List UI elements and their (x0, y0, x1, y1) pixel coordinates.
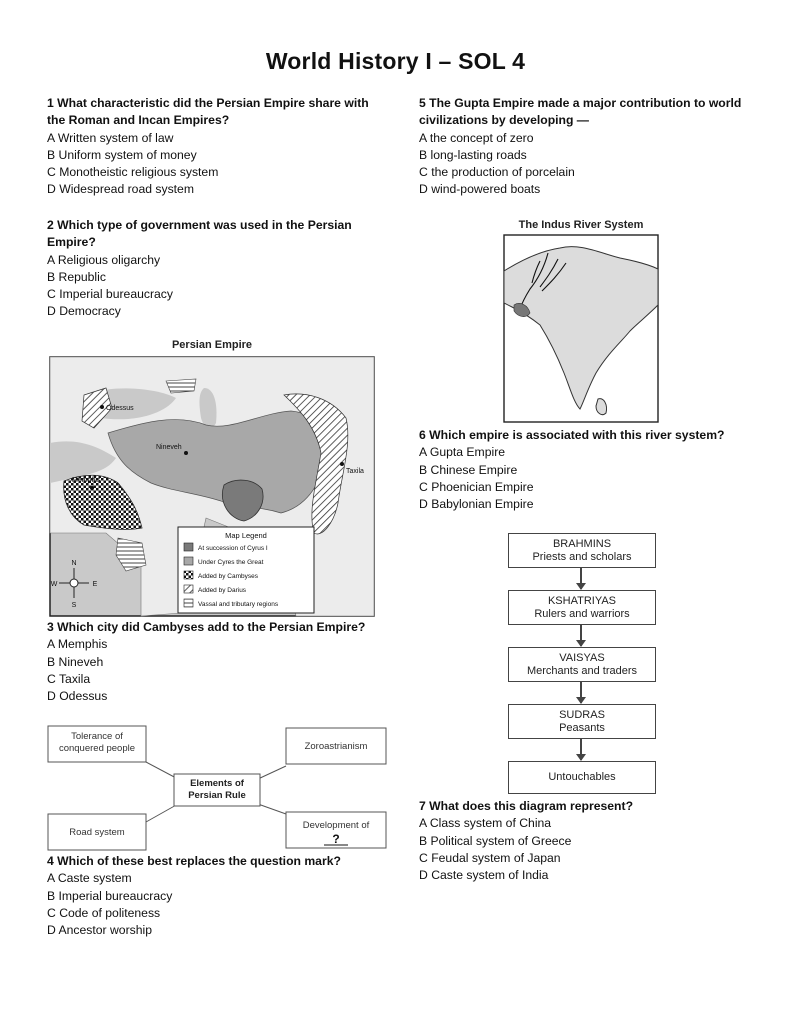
persian-empire-map (46, 333, 378, 619)
question-5-stem: 5 The Gupta Empire made a major contribution to world civilizations by developing — (419, 96, 742, 128)
question-2 (47, 217, 377, 321)
caste-role-kshatriyas: Rulers and warriors (534, 607, 630, 620)
caste-box-brahmins (508, 533, 656, 568)
q3-option-d: D Odessus (47, 689, 108, 704)
vassal-north (166, 379, 196, 393)
page-title: World History I – SOL 4 (265, 48, 526, 74)
q1-option-d: D Widespread road system (47, 182, 194, 197)
caste-name-untouchables: Untouchables (548, 771, 616, 783)
question-2-stem: 2 Which type of government was used in the Persian Empire? (47, 218, 352, 250)
caste-box-vaisyas (508, 647, 656, 682)
indus-river-map (500, 213, 662, 425)
q3-option-b: B Nineveh (47, 654, 104, 669)
q7-option-a: A Class system of China (419, 816, 552, 831)
q2-option-b: B Republic (47, 269, 106, 284)
compass-w: W (50, 581, 58, 588)
caste-box-untouchables (508, 761, 656, 794)
compass-e: E (92, 581, 98, 588)
compass-n: N (71, 560, 77, 567)
box-zoroastrianism-label: Zoroastrianism (304, 741, 368, 752)
question-3 (47, 619, 377, 705)
question-7 (419, 798, 749, 884)
box-development-question-mark: ? (332, 832, 340, 846)
caste-arrow-3 (580, 682, 582, 703)
city-memphis-dot (90, 486, 94, 490)
caste-arrow-4 (580, 739, 582, 760)
question-5 (419, 95, 749, 199)
box-center-label: Elements of Persian Rule (188, 778, 246, 801)
q2-option-a: A Religious oligarchy (47, 252, 161, 267)
q4-option-b: B Imperial bureaucracy (47, 888, 173, 903)
question-6 (419, 427, 749, 513)
question-6-stem: 6 Which empire is associated with this river system? (419, 428, 725, 442)
caste-role-sudras: Peasants (559, 721, 605, 734)
q6-option-d: D Babylonian Empire (419, 497, 534, 512)
indus-map-title: The Indus River System (518, 219, 644, 231)
city-taxila-label: Taxila (346, 468, 364, 475)
legend-swatch-lines (184, 599, 193, 607)
caste-arrow-2 (580, 625, 582, 646)
map-legend (178, 527, 314, 613)
q6-option-c: C Phoenician Empire (419, 479, 534, 494)
q5-option-a: A the concept of zero (419, 130, 534, 145)
legend-label-5: Vassal and tributary regions (198, 601, 279, 608)
legend-swatch-dark (184, 543, 193, 551)
caste-box-kshatriyas (508, 590, 656, 625)
legend-swatch-checker (184, 571, 193, 579)
q6-option-a: A Gupta Empire (419, 445, 506, 460)
city-nineveh-dot (184, 451, 188, 455)
q4-option-c: C Code of politeness (47, 905, 161, 920)
q7-option-c: C Feudal system of Japan (419, 850, 561, 865)
q3-option-c: C Taxila (47, 671, 91, 686)
q1-option-c: C Monotheistic religious system (47, 165, 219, 180)
question-4-stem: 4 Which of these best replaces the question mark? (47, 854, 341, 868)
question-7-stem: 7 What does this diagram represent? (419, 799, 634, 813)
persian-map-title: Persian Empire (171, 339, 253, 351)
caste-arrow-1 (580, 568, 582, 589)
q4-option-a: A Caste system (47, 871, 132, 886)
q6-option-b: B Chinese Empire (419, 462, 518, 477)
caste-role-brahmins: Priests and scholars (532, 550, 632, 563)
legend-label-3: Added by Cambyses (198, 573, 258, 580)
box-development-label: Development of (302, 820, 370, 831)
q7-option-d: D Caste system of India (419, 868, 549, 883)
q7-option-b: B Political system of Greece (419, 833, 572, 848)
caste-name-sudras: SUDRAS (559, 708, 605, 721)
city-odessus-dot (100, 405, 104, 409)
box-tolerance-label: Tolerance of conquered people (58, 731, 136, 754)
question-3-stem: 3 Which city did Cambyses add to the Persian Empire? (47, 620, 366, 634)
city-odessus-label: Odessus (106, 405, 134, 412)
legend-swatch-hatch (184, 585, 193, 593)
caste-name-brahmins: BRAHMINS (552, 537, 612, 550)
q2-option-d: D Democracy (47, 304, 121, 319)
q2-option-c: C Imperial bureaucracy (47, 287, 173, 302)
legend-swatch-light (184, 557, 193, 565)
q5-option-c: C the production of porcelain (419, 165, 575, 180)
question-4 (47, 853, 387, 939)
legend-label-2: Under Cyres the Great (198, 559, 264, 566)
q4-option-d: D Ancestor worship (47, 923, 152, 938)
city-memphis-label: Memphis (72, 477, 101, 484)
q5-option-d: D wind-powered boats (419, 182, 541, 197)
box-road-system-label: Road system (69, 827, 125, 838)
persian-rule-diagram (46, 724, 390, 852)
caste-name-vaisyas: VAISYAS (559, 651, 605, 664)
question-1 (47, 95, 377, 199)
q1-option-b: B Uniform system of money (47, 147, 197, 162)
legend-title: Map Legend (225, 531, 267, 540)
caste-name-kshatriyas: KSHATRIYAS (547, 594, 617, 607)
caste-box-sudras (508, 704, 656, 739)
legend-label-1: At succession of Cyrus I (198, 545, 268, 552)
legend-label-4: Added by Darius (198, 587, 247, 594)
question-1-stem: 1 What characteristic did the Persian Empire share with the Roman and Incan Empires? (47, 96, 369, 128)
city-nineveh-label: Nineveh (156, 444, 182, 451)
caste-role-vaisyas: Merchants and traders (526, 664, 638, 677)
q5-option-b: B long-lasting roads (419, 147, 527, 162)
compass-s: S (71, 602, 77, 609)
q3-option-a: A Memphis (47, 637, 108, 652)
q1-option-a: A Written system of law (47, 130, 174, 145)
city-taxila-dot (340, 462, 344, 466)
